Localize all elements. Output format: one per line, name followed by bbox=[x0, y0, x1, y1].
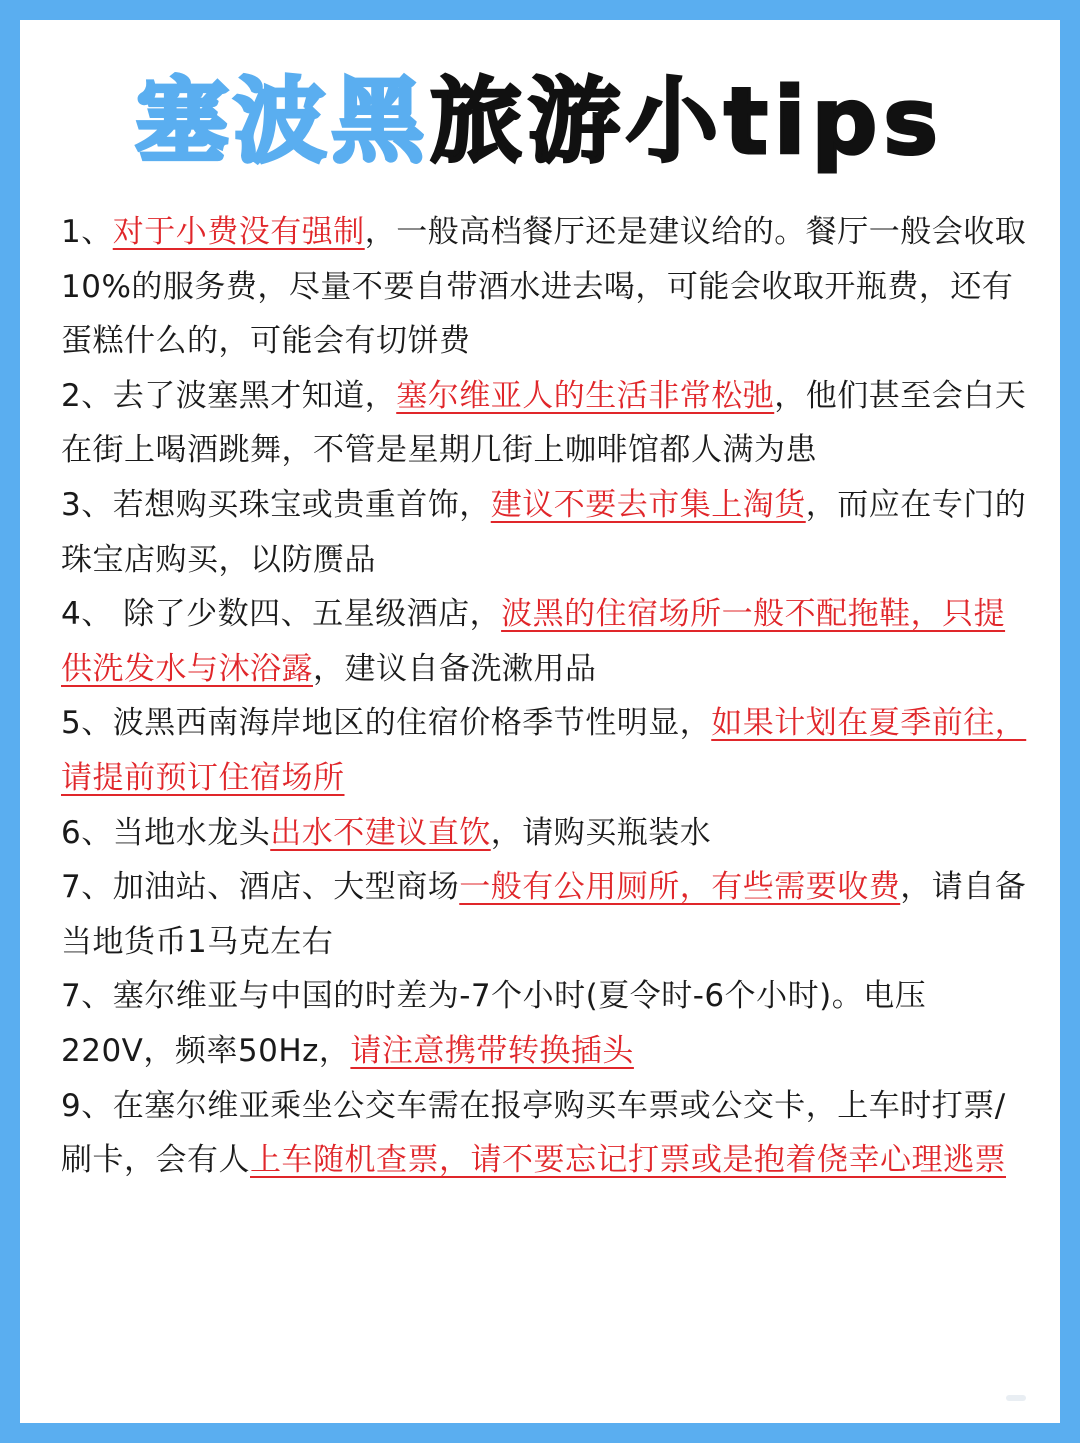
tip-item bbox=[61, 369, 1031, 478]
tip-highlight: 对于小费没有强制 bbox=[112, 214, 365, 250]
tip-text: ，一般高档餐厅还是建议给的。餐厅一般会收取10%的服务费，尽量不要自带酒水进去喝，可能会收取开瓶费，还有蛋糕什么的，可能会有切饼费 bbox=[61, 214, 1027, 360]
tip-highlight: 塞尔维亚人的生活非常松弛 bbox=[396, 377, 775, 414]
tip-highlight: 一般有公用厕所，有些需要收费 bbox=[459, 869, 901, 906]
tip-text: 5、波黑西南海岸地区的住宿价格季节性明显， bbox=[61, 705, 712, 742]
tip-item bbox=[61, 806, 1031, 861]
tips-list bbox=[61, 205, 1031, 1188]
tip-highlight: 请注意携带转换插头 bbox=[350, 1032, 634, 1069]
tip-item bbox=[61, 587, 1031, 696]
tip-highlight: 建议不要去市集上淘货 bbox=[490, 486, 806, 523]
tip-text: 4、 除了少数四、五星级酒店， bbox=[61, 596, 502, 633]
tip-text: 6、当地水龙头 bbox=[61, 814, 271, 851]
tip-item bbox=[61, 860, 1031, 969]
tip-text: ，建议自备洗漱用品 bbox=[313, 650, 597, 687]
tip-text: 3、若想购买珠宝或贵重首饰， bbox=[61, 486, 491, 523]
tip-text: 9、在塞尔维亚乘坐公交车需在报亭购买车票或公交卡，上车时打票/刷卡，会有人 bbox=[61, 1087, 1006, 1179]
tip-item bbox=[61, 478, 1031, 587]
tip-text: ，请购买瓶装水 bbox=[490, 814, 712, 851]
tip-text: 7、塞尔维亚与中国的时差为-7个小时(夏令时-6个小时)。电压220V，频率50Hz， bbox=[61, 978, 927, 1069]
content-card bbox=[20, 20, 1060, 1423]
tip-item bbox=[61, 205, 1031, 369]
tip-item bbox=[61, 696, 1031, 805]
tip-text: ，他们甚至会白天在街上喝酒跳舞，不管是星期几街上咖啡馆都人满为患 bbox=[61, 377, 1027, 469]
tip-text: ，而应在专门的珠宝店购买，以防赝品 bbox=[61, 486, 1027, 578]
tip-highlight: 如果计划在夏季前往，请提前预订住宿场所 bbox=[61, 705, 1027, 796]
title-destination: 塞波黑 bbox=[135, 68, 430, 175]
tip-text: 1、 bbox=[61, 214, 113, 250]
page-title bbox=[20, 62, 1060, 182]
tip-highlight: 出水不建议直饮 bbox=[270, 814, 491, 851]
watermark-mark bbox=[1006, 1395, 1026, 1401]
tip-highlight: 波黑的住宿场所一般不配拖鞋，只提供洗发水与沐浴露 bbox=[61, 596, 1006, 687]
tip-text: ，请自备当地货币1马克左右 bbox=[61, 869, 1027, 960]
tip-highlight: 上车随机查票，请不要忘记打票或是抱着侥幸心理逃票 bbox=[250, 1142, 1006, 1179]
tip-text: 2、去了波塞黑才知道， bbox=[61, 377, 397, 414]
tip-text: 7、加油站、酒店、大型商场 bbox=[61, 869, 460, 906]
tip-item bbox=[61, 1079, 1031, 1188]
tip-item bbox=[61, 969, 1031, 1078]
title-tips: 旅游小tips bbox=[429, 68, 945, 175]
